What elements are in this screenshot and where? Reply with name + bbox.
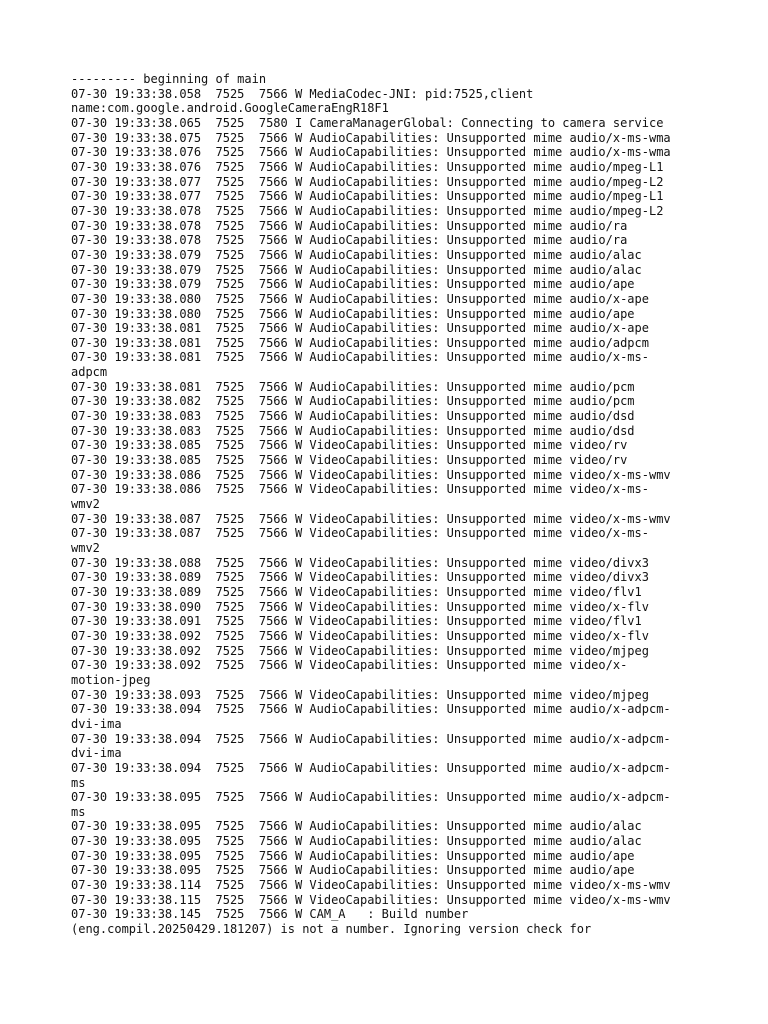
log-line: motion-jpeg bbox=[71, 672, 151, 687]
log-line: 07-30 19:33:38.092 7525 7566 W VideoCapabilities: Unsupported mime video/x-flv bbox=[71, 628, 649, 643]
log-line: 07-30 19:33:38.087 7525 7566 W VideoCapabilities: Unsupported mime video/x-ms-wmv bbox=[71, 511, 671, 526]
log-line: 07-30 19:33:38.089 7525 7566 W VideoCapabilities: Unsupported mime video/flv1 bbox=[71, 584, 642, 599]
log-line: adpcm bbox=[71, 365, 108, 380]
log-line: (eng.compil.20250429.181207) is not a number. Ignoring version check for bbox=[71, 922, 592, 937]
log-line: 07-30 19:33:38.089 7525 7566 W VideoCapabilities: Unsupported mime video/divx3 bbox=[71, 570, 649, 585]
log-line: --------- beginning of main bbox=[71, 72, 267, 86]
log-line: 07-30 19:33:38.095 7525 7566 W AudioCapabilities: Unsupported mime audio/ape bbox=[71, 863, 635, 878]
log-line: 07-30 19:33:38.075 7525 7566 W AudioCapabilities: Unsupported mime audio/x-ms-wma bbox=[71, 130, 671, 145]
log-line: name:com.google.android.GoogleCameraEngR18F1 bbox=[71, 101, 389, 116]
log-line: 07-30 19:33:38.115 7525 7566 W VideoCapabilities: Unsupported mime video/x-ms-wmv bbox=[71, 892, 671, 907]
log-line: 07-30 19:33:38.078 7525 7566 W AudioCapabilities: Unsupported mime audio/ra bbox=[71, 233, 628, 248]
log-line: 07-30 19:33:38.078 7525 7566 W AudioCapabilities: Unsupported mime audio/ra bbox=[71, 218, 628, 233]
log-line: wmv2 bbox=[71, 541, 100, 555]
log-line: 07-30 19:33:38.085 7525 7566 W VideoCapabilities: Unsupported mime video/rv bbox=[71, 438, 628, 453]
log-line: 07-30 19:33:38.058 7525 7566 W MediaCodec-JNI: pid:7525,client bbox=[71, 86, 534, 101]
log-line: 07-30 19:33:38.079 7525 7566 W AudioCapabilities: Unsupported mime audio/alac bbox=[71, 262, 642, 277]
log-line: 07-30 19:33:38.114 7525 7566 W VideoCapabilities: Unsupported mime video/x-ms-wmv bbox=[71, 878, 671, 893]
log-line: 07-30 19:33:38.076 7525 7566 W AudioCapabilities: Unsupported mime audio/x-ms-wma bbox=[71, 145, 671, 160]
log-line: 07-30 19:33:38.082 7525 7566 W AudioCapabilities: Unsupported mime audio/pcm bbox=[71, 394, 635, 409]
log-line: 07-30 19:33:38.145 7525 7566 W CAM_A : Build number bbox=[71, 907, 469, 922]
log-line: 07-30 19:33:38.085 7525 7566 W VideoCapabilities: Unsupported mime video/rv bbox=[71, 453, 628, 468]
log-line: 07-30 19:33:38.094 7525 7566 W AudioCapabilities: Unsupported mime audio/x-adpcm- bbox=[71, 760, 671, 775]
log-line: 07-30 19:33:38.080 7525 7566 W AudioCapabilities: Unsupported mime audio/x-ape bbox=[71, 291, 649, 306]
log-line: 07-30 19:33:38.093 7525 7566 W VideoCapabilities: Unsupported mime video/mjpeg bbox=[71, 687, 649, 702]
log-line: 07-30 19:33:38.081 7525 7566 W AudioCapabilities: Unsupported mime audio/adpcm bbox=[71, 335, 649, 350]
log-line: ms bbox=[71, 804, 86, 819]
log-line: 07-30 19:33:38.092 7525 7566 W VideoCapabilities: Unsupported mime video/mjpeg bbox=[71, 643, 649, 658]
log-line: 07-30 19:33:38.080 7525 7566 W AudioCapabilities: Unsupported mime audio/ape bbox=[71, 306, 635, 321]
log-line: 07-30 19:33:38.091 7525 7566 W VideoCapabilities: Unsupported mime video/flv1 bbox=[71, 614, 642, 629]
log-line: ms bbox=[71, 775, 86, 790]
log-line: 07-30 19:33:38.095 7525 7566 W AudioCapabilities: Unsupported mime audio/x-adpcm- bbox=[71, 790, 671, 805]
log-line: 07-30 19:33:38.088 7525 7566 W VideoCapabilities: Unsupported mime video/divx3 bbox=[71, 555, 649, 570]
log-line: dvi-ima bbox=[71, 716, 122, 731]
log-line: 07-30 19:33:38.086 7525 7566 W VideoCapabilities: Unsupported mime video/x-ms- bbox=[71, 482, 649, 497]
log-line: 07-30 19:33:38.083 7525 7566 W AudioCapabilities: Unsupported mime audio/dsd bbox=[71, 409, 635, 424]
log-line: 07-30 19:33:38.079 7525 7566 W AudioCapabilities: Unsupported mime audio/ape bbox=[71, 277, 635, 292]
log-line: 07-30 19:33:38.092 7525 7566 W VideoCapabilities: Unsupported mime video/x- bbox=[71, 658, 628, 673]
log-line: 07-30 19:33:38.095 7525 7566 W AudioCapabilities: Unsupported mime audio/ape bbox=[71, 848, 635, 863]
log-output bbox=[71, 72, 711, 937]
log-line: 07-30 19:33:38.079 7525 7566 W AudioCapabilities: Unsupported mime audio/alac bbox=[71, 247, 642, 262]
log-line: 07-30 19:33:38.081 7525 7566 W AudioCapabilities: Unsupported mime audio/pcm bbox=[71, 379, 635, 394]
log-line: 07-30 19:33:38.095 7525 7566 W AudioCapabilities: Unsupported mime audio/alac bbox=[71, 819, 642, 834]
log-line: 07-30 19:33:38.090 7525 7566 W VideoCapabilities: Unsupported mime video/x-flv bbox=[71, 599, 649, 614]
log-line: 07-30 19:33:38.083 7525 7566 W AudioCapabilities: Unsupported mime audio/dsd bbox=[71, 423, 635, 438]
log-line: 07-30 19:33:38.086 7525 7566 W VideoCapabilities: Unsupported mime video/x-ms-wmv bbox=[71, 467, 671, 482]
log-line: dvi-ima bbox=[71, 746, 122, 761]
log-line: wmv2 bbox=[71, 497, 100, 512]
log-line: 07-30 19:33:38.076 7525 7566 W AudioCapabilities: Unsupported mime audio/mpeg-L1 bbox=[71, 159, 664, 174]
log-line: 07-30 19:33:38.081 7525 7566 W AudioCapabilities: Unsupported mime audio/x-ape bbox=[71, 321, 649, 336]
log-line: 07-30 19:33:38.094 7525 7566 W AudioCapabilities: Unsupported mime audio/x-adpcm- bbox=[71, 702, 671, 717]
log-line: 07-30 19:33:38.081 7525 7566 W AudioCapabilities: Unsupported mime audio/x-ms- bbox=[71, 350, 649, 365]
log-line: 07-30 19:33:38.094 7525 7566 W AudioCapabilities: Unsupported mime audio/x-adpcm- bbox=[71, 731, 671, 746]
log-line: 07-30 19:33:38.077 7525 7566 W AudioCapabilities: Unsupported mime audio/mpeg-L2 bbox=[71, 174, 664, 189]
log-line: 07-30 19:33:38.077 7525 7566 W AudioCapabilities: Unsupported mime audio/mpeg-L1 bbox=[71, 189, 664, 204]
log-line: 07-30 19:33:38.095 7525 7566 W AudioCapabilities: Unsupported mime audio/alac bbox=[71, 834, 642, 849]
log-line: 07-30 19:33:38.087 7525 7566 W VideoCapabilities: Unsupported mime video/x-ms- bbox=[71, 526, 649, 541]
log-line: 07-30 19:33:38.065 7525 7580 I CameraManagerGlobal: Connecting to camera service bbox=[71, 115, 664, 130]
log-line: 07-30 19:33:38.078 7525 7566 W AudioCapabilities: Unsupported mime audio/mpeg-L2 bbox=[71, 203, 664, 218]
